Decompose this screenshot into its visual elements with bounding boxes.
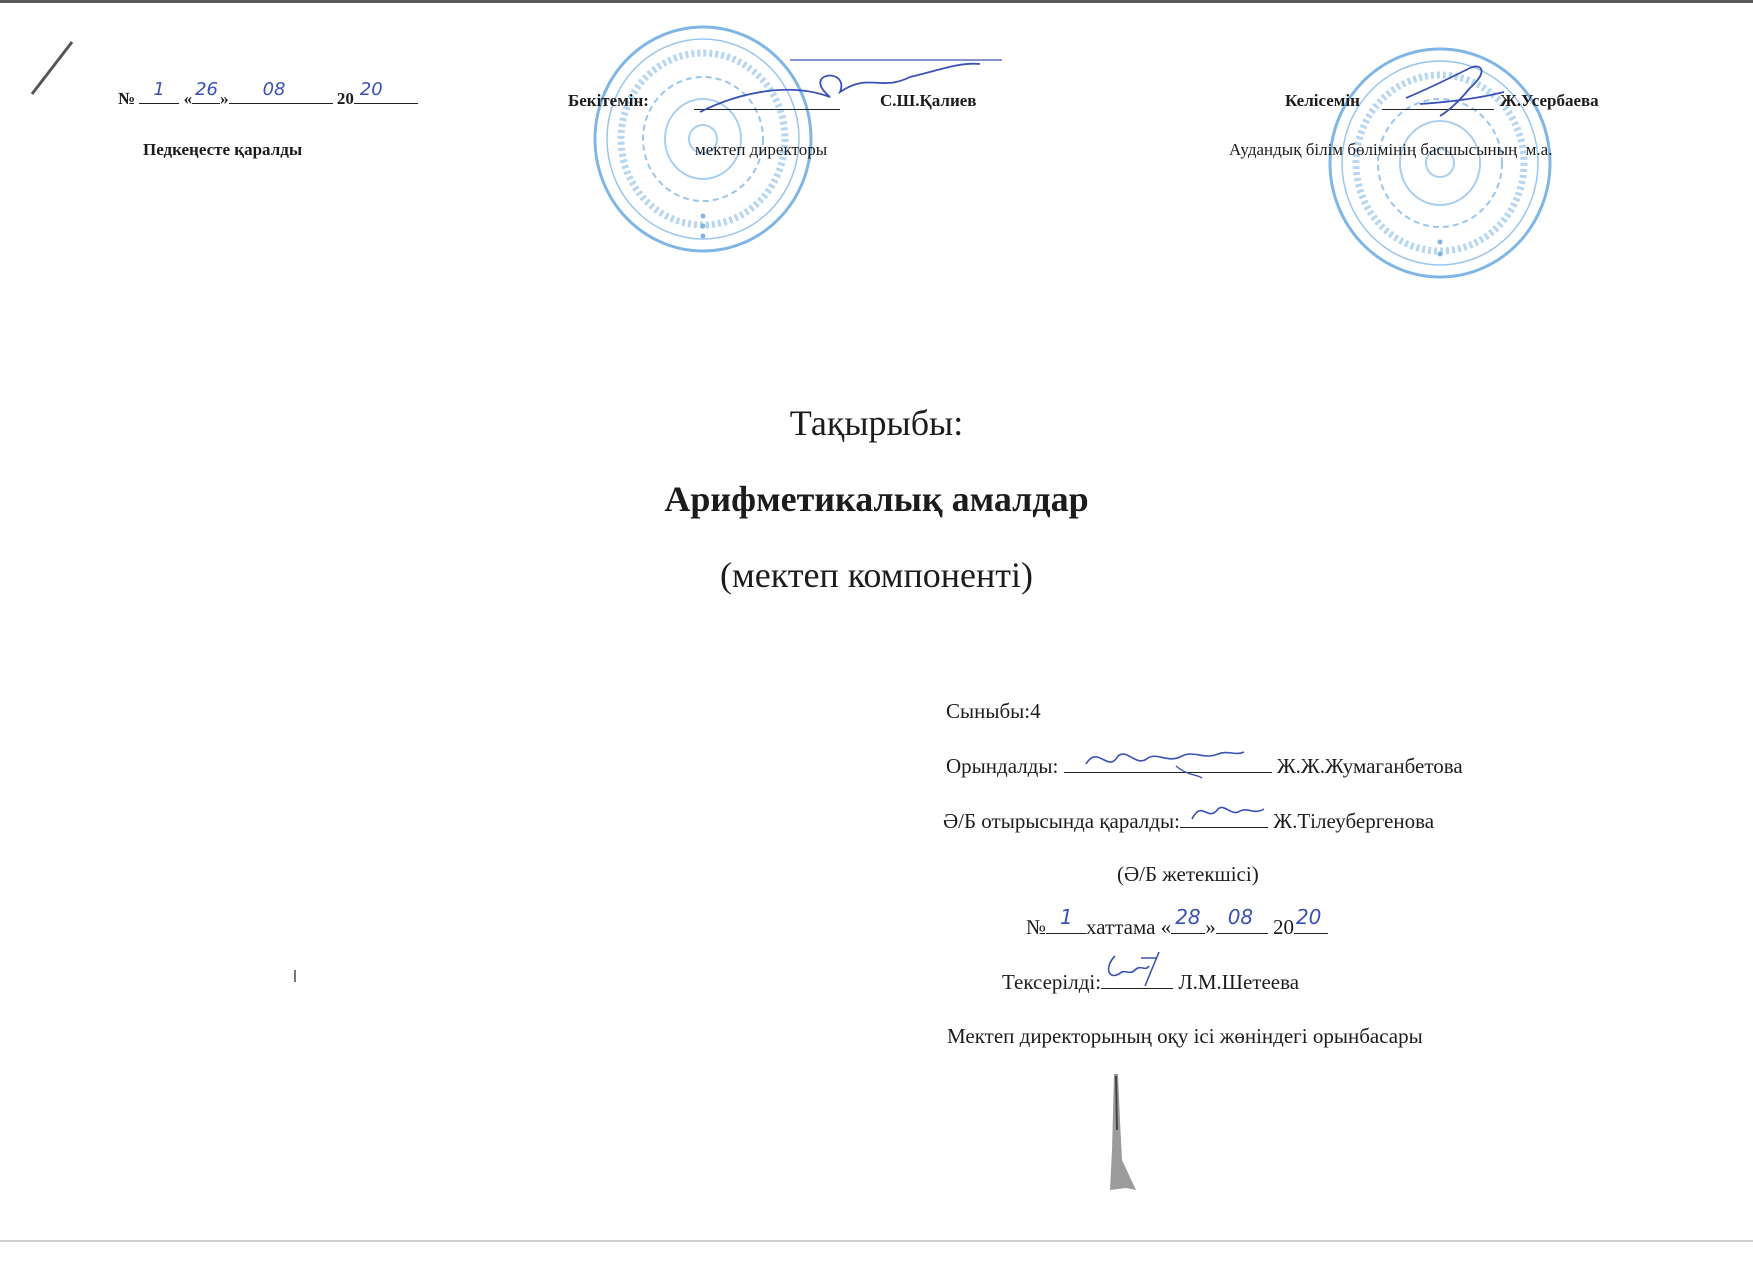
department-signature <box>1400 58 1510 120</box>
reviewer-role: (Ә/Б жетекшісі) <box>1117 862 1259 886</box>
handwritten-number: 1 <box>153 79 165 100</box>
checked-line <box>1002 970 1299 995</box>
director-caption: мектеп директоры <box>695 140 828 159</box>
handwritten-month: 08 <box>262 79 286 100</box>
component-subtitle: (мектеп компоненті) <box>720 555 1033 595</box>
performed-signature <box>1078 734 1248 780</box>
handwritten-protocol-month: 08 <box>1227 905 1254 929</box>
pedagogical-council-caption: Педкеңесте қаралды <box>143 140 303 159</box>
director-name: С.Ш.Қалиев <box>880 91 977 110</box>
reviewed-signature <box>1188 793 1268 833</box>
checked-signature <box>1101 946 1173 990</box>
performed-name: Ж.Ж.Жумаганбетова <box>1276 754 1463 778</box>
scan-artifact <box>1096 1070 1156 1200</box>
handwritten-year: 20 <box>359 79 383 100</box>
approve-label: Бекітемін: <box>568 91 649 110</box>
grade-line: Сыныбы:4 <box>946 699 1041 723</box>
handwritten-day: 26 <box>195 79 218 100</box>
director-signature <box>680 52 1010 124</box>
checker-role: Мектеп директорының оқу ісі жөніндегі орынбасары <box>947 1024 1423 1048</box>
department-head-name: Ж.Усербаева <box>1500 91 1599 110</box>
performed-signature-line <box>1064 756 1272 773</box>
number-sign: № <box>118 89 136 108</box>
reviewed-label: Ә/Б отырысында қаралды: <box>943 809 1180 833</box>
reviewed-line <box>943 809 1434 834</box>
department-head-caption: Аудандық білім бөлімінің басшысының м.а. <box>1229 140 1553 159</box>
scan-bottom-edge <box>0 1240 1753 1242</box>
reviewed-signature-line <box>1180 811 1268 828</box>
handwritten-protocol-day: 28 <box>1175 905 1201 929</box>
scan-speck <box>294 970 296 982</box>
checked-name: Л.М.Шетеева <box>1178 970 1300 994</box>
approval-date-line: № 1 « 26 » 08 20 20 <box>118 89 418 109</box>
performed-line <box>946 754 1463 779</box>
agree-label: Келісемін <box>1285 91 1360 110</box>
checked-label: Тексерілді: <box>1002 970 1102 994</box>
topic-title: Арифметикалық амалдар <box>664 479 1089 519</box>
checked-signature-line <box>1101 972 1173 989</box>
handwritten-protocol-year: 20 <box>1295 905 1322 929</box>
handwritten-protocol-number: 1 <box>1060 905 1073 929</box>
reviewed-name: Ж.Тілеубергенова <box>1273 809 1435 833</box>
scan-mark <box>28 38 78 98</box>
protocol-line: № 1 хаттама « 28 » 08 20 20 <box>1026 915 1328 940</box>
topic-label: Тақырыбы: <box>789 403 964 443</box>
performed-label: Орындалды: <box>946 754 1059 778</box>
scan-top-edge <box>0 0 1753 3</box>
